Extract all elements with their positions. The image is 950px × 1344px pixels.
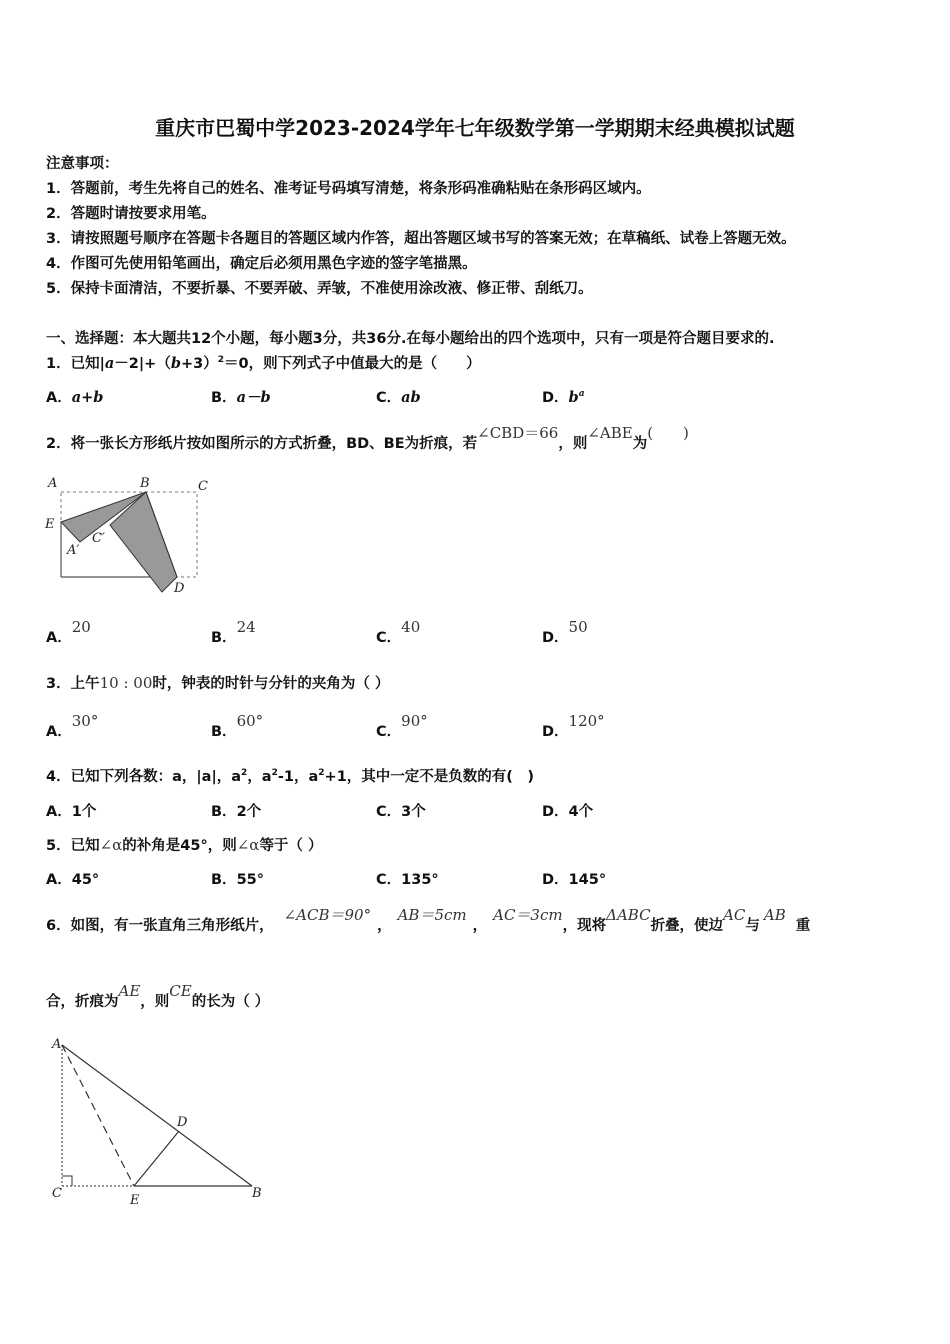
- question-6-line-2: 合，折痕为AE，则CE的长为（ ）: [46, 982, 270, 1010]
- q2-label-c: C: [198, 479, 208, 494]
- notice-item: 3．请按照题号顺序在答题卡各题目的答题区域内作答，超出答题区域书写的答案无效；在草稿纸、试卷上答题无效。: [46, 231, 796, 247]
- q6-side-ab: [62, 1045, 252, 1186]
- q3-time: 10 : 00: [99, 674, 153, 692]
- question-5: 5．已知∠α的补角是45°，则∠α等于（ ）: [46, 836, 323, 854]
- q2-label-b: B: [140, 476, 150, 491]
- q2-condition: ∠CBD＝66: [477, 424, 559, 442]
- q1-option-a: A．a+b: [46, 389, 104, 406]
- notice-item: 5．保持卡面清洁，不要折暴、不要弄破、弄皱，不准使用涂改液、修正带、刮纸刀。: [46, 281, 593, 297]
- notice-item: 4．作图可先使用铅笔画出，确定后必须用黑色字迹的签字笔描黑。: [46, 256, 477, 272]
- q2-label-a: A: [48, 476, 58, 491]
- q3-option-d: D．120°: [542, 712, 605, 740]
- q6-label-b: B: [252, 1186, 262, 1201]
- q1-option-c: C．ab: [376, 389, 421, 406]
- page-title: 重庆市巴蜀中学2023-2024学年七年级数学第一学期期末经典模拟试题: [155, 116, 795, 140]
- question-3: [46, 672, 389, 693]
- question-2: [46, 424, 689, 453]
- q2-figure: [40, 470, 230, 600]
- q6-right-angle-mark: [62, 1176, 72, 1186]
- q1-exponent: 2: [217, 355, 224, 366]
- q2-text: 2．将一张长方形纸片按如图所示的方式折叠，BD、BE为折痕，若: [46, 436, 478, 452]
- q4-option-c: C．3个: [376, 804, 426, 820]
- q1-text: +3）: [180, 356, 218, 372]
- q6-segment-de: [134, 1131, 179, 1186]
- q2-label-c-prime: C′: [92, 531, 105, 546]
- q4-option-b: B．2个: [211, 804, 262, 820]
- q1-var-b: b: [170, 355, 181, 372]
- notice-item: 2．答题时请按要求用笔。: [46, 206, 216, 222]
- q2-label-d: D: [174, 581, 185, 596]
- q2-answer-paren: ( ): [647, 424, 689, 442]
- q2-asked-angle: ∠ABE: [587, 424, 633, 442]
- q3-text: 3．上午: [46, 676, 100, 692]
- q1-text: －2|+（: [114, 356, 171, 372]
- q2-text: 为: [632, 436, 648, 452]
- q5-option-b: B．55°: [211, 872, 264, 888]
- q1-option-b: B．a－b: [211, 389, 271, 406]
- q2-option-b: B．24: [211, 618, 256, 646]
- section-heading: 一、选择题：本大题共12个小题，每小题3分，共36分.在每小题给出的四个选项中，只有一项是符合题目要求的.: [46, 331, 775, 347]
- q3-option-b: B．60°: [211, 712, 264, 740]
- q2-label-e: E: [45, 517, 55, 532]
- q1-text: 1．已知|: [46, 356, 105, 372]
- q4-option-a: A．1个: [46, 804, 97, 820]
- q6-label-a: A: [52, 1037, 62, 1052]
- question-1: [46, 352, 481, 373]
- q2-option-c: C．40: [376, 618, 421, 646]
- q3-text: 时，钟表的时针与分针的夹角为（ ）: [152, 676, 390, 692]
- q6-label-e: E: [130, 1193, 140, 1208]
- q2-label-a-prime: A′: [67, 543, 80, 558]
- q6-label-c: C: [52, 1186, 62, 1201]
- question-4: 4．已知下列各数：a，|a|，$a^2$，$a^2-1$，$a^2+1$，其中一定不是负数的有( ): [46, 768, 535, 785]
- notice-heading: 注意事项：: [46, 156, 119, 172]
- question-6: 6．如图，有一张直角三角形纸片，∠ACB＝90°，AB＝5cm，AC＝3cm，现将ΔABC折叠，使边AC与AB重: [46, 906, 811, 934]
- q5-option-a: A．45°: [46, 872, 100, 888]
- q5-option-d: D．145°: [542, 872, 607, 888]
- notice-item: 1．答题前，考生先将自己的姓名、准考证号码填写清楚，将条形码准确粘贴在条形码区域内。: [46, 181, 651, 197]
- q6-label-d: D: [177, 1115, 188, 1130]
- q6-figure: [40, 1030, 280, 1215]
- q3-option-c: C．90°: [376, 712, 428, 740]
- q2-option-d: D．50: [542, 618, 588, 646]
- q2-text: ，则: [558, 436, 588, 452]
- q4-option-d: D．4个: [542, 804, 594, 820]
- q1-text: ＝0，则下列式子中值最大的是（ ）: [224, 356, 481, 372]
- q3-option-a: A．30°: [46, 712, 99, 740]
- q2-option-a: A．20: [46, 618, 91, 646]
- q5-option-c: C．135°: [376, 872, 439, 888]
- q6-crease-ae: [62, 1045, 134, 1186]
- q1-var-a: a: [104, 355, 115, 372]
- q1-option-d: D．$b^a$: [542, 389, 585, 406]
